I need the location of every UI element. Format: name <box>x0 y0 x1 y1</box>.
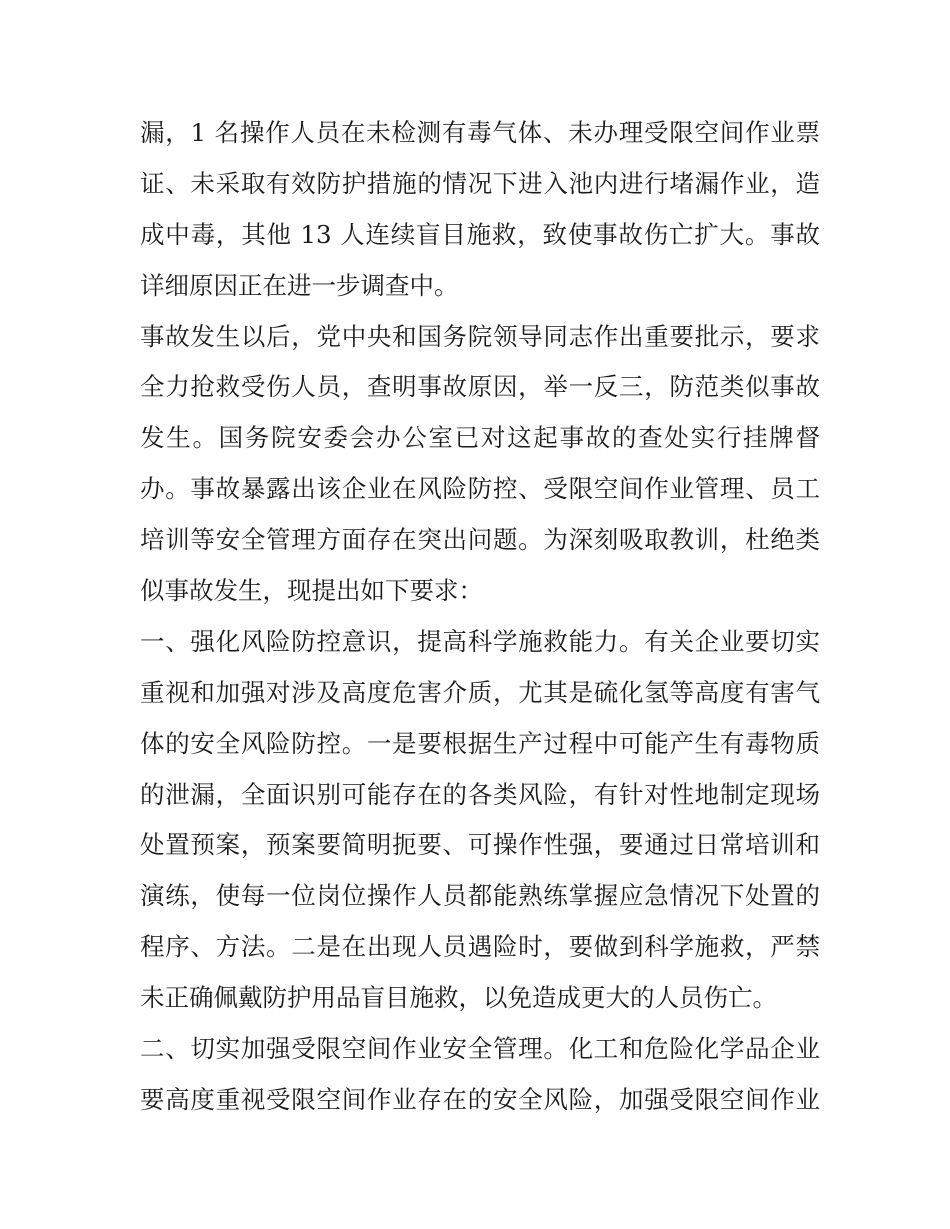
text-line: 似事故发生，现提出如下要求： <box>140 576 483 606</box>
text-line: 二、切实加强受限空间作业安全管理。化工和危险化学品企业 <box>140 1034 820 1064</box>
text-line: 发生。国务院安委会办公室已对这起事故的查处实行挂牌督 <box>140 423 820 453</box>
text-line: 未正确佩戴防护用品盲目施救，以免造成更大的人员伤亡。 <box>140 983 777 1013</box>
text-line: 处置预案，预案要简明扼要、可操作性强，要通过日常培训和 <box>140 830 820 860</box>
text-line: 证、未采取有效防护措施的情况下进入池内进行堵漏作业，造 <box>140 168 820 198</box>
text-line: 全力抢救受伤人员，查明事故原因，举一反三，防范类似事故 <box>140 372 820 402</box>
text-line: 程序、方法。二是在出现人员遇险时，要做到科学施救，严禁 <box>140 932 820 962</box>
document-body <box>140 108 820 1126</box>
text-line: 办。事故暴露出该企业在风险防控、受限空间作业管理、员工 <box>140 474 820 504</box>
text-line: 漏，1 名操作人员在未检测有毒气体、未办理受限空间作业票 <box>140 118 820 147</box>
text-line: 成中毒，其他 13 人连续盲目施救，致使事故伤亡扩大。事故 <box>140 219 820 249</box>
text-line: 体的安全风险防控。一是要根据生产过程中可能产生有毒物质 <box>140 728 820 758</box>
text-line: 要高度重视受限空间作业存在的安全风险，加强受限空间作业 <box>140 1084 820 1114</box>
text-line: 的泄漏，全面识别可能存在的各类风险，有针对性地制定现场 <box>140 779 820 809</box>
text-line: 培训等安全管理方面存在突出问题。为深刻吸取教训，杜绝类 <box>140 525 820 555</box>
text-line: 演练，使每一位岗位操作人员都能熟练掌握应急情况下处置的 <box>140 881 820 911</box>
text-line: 事故发生以后，党中央和国务院领导同志作出重要批示，要求 <box>140 321 820 351</box>
text-line: 重视和加强对涉及高度危害介质，尤其是硫化氢等高度有害气 <box>140 677 820 707</box>
text-line: 详细原因正在进一步调查中。 <box>140 270 459 300</box>
text-line: 一、强化风险防控意识，提高科学施救能力。有关企业要切实 <box>140 626 820 656</box>
